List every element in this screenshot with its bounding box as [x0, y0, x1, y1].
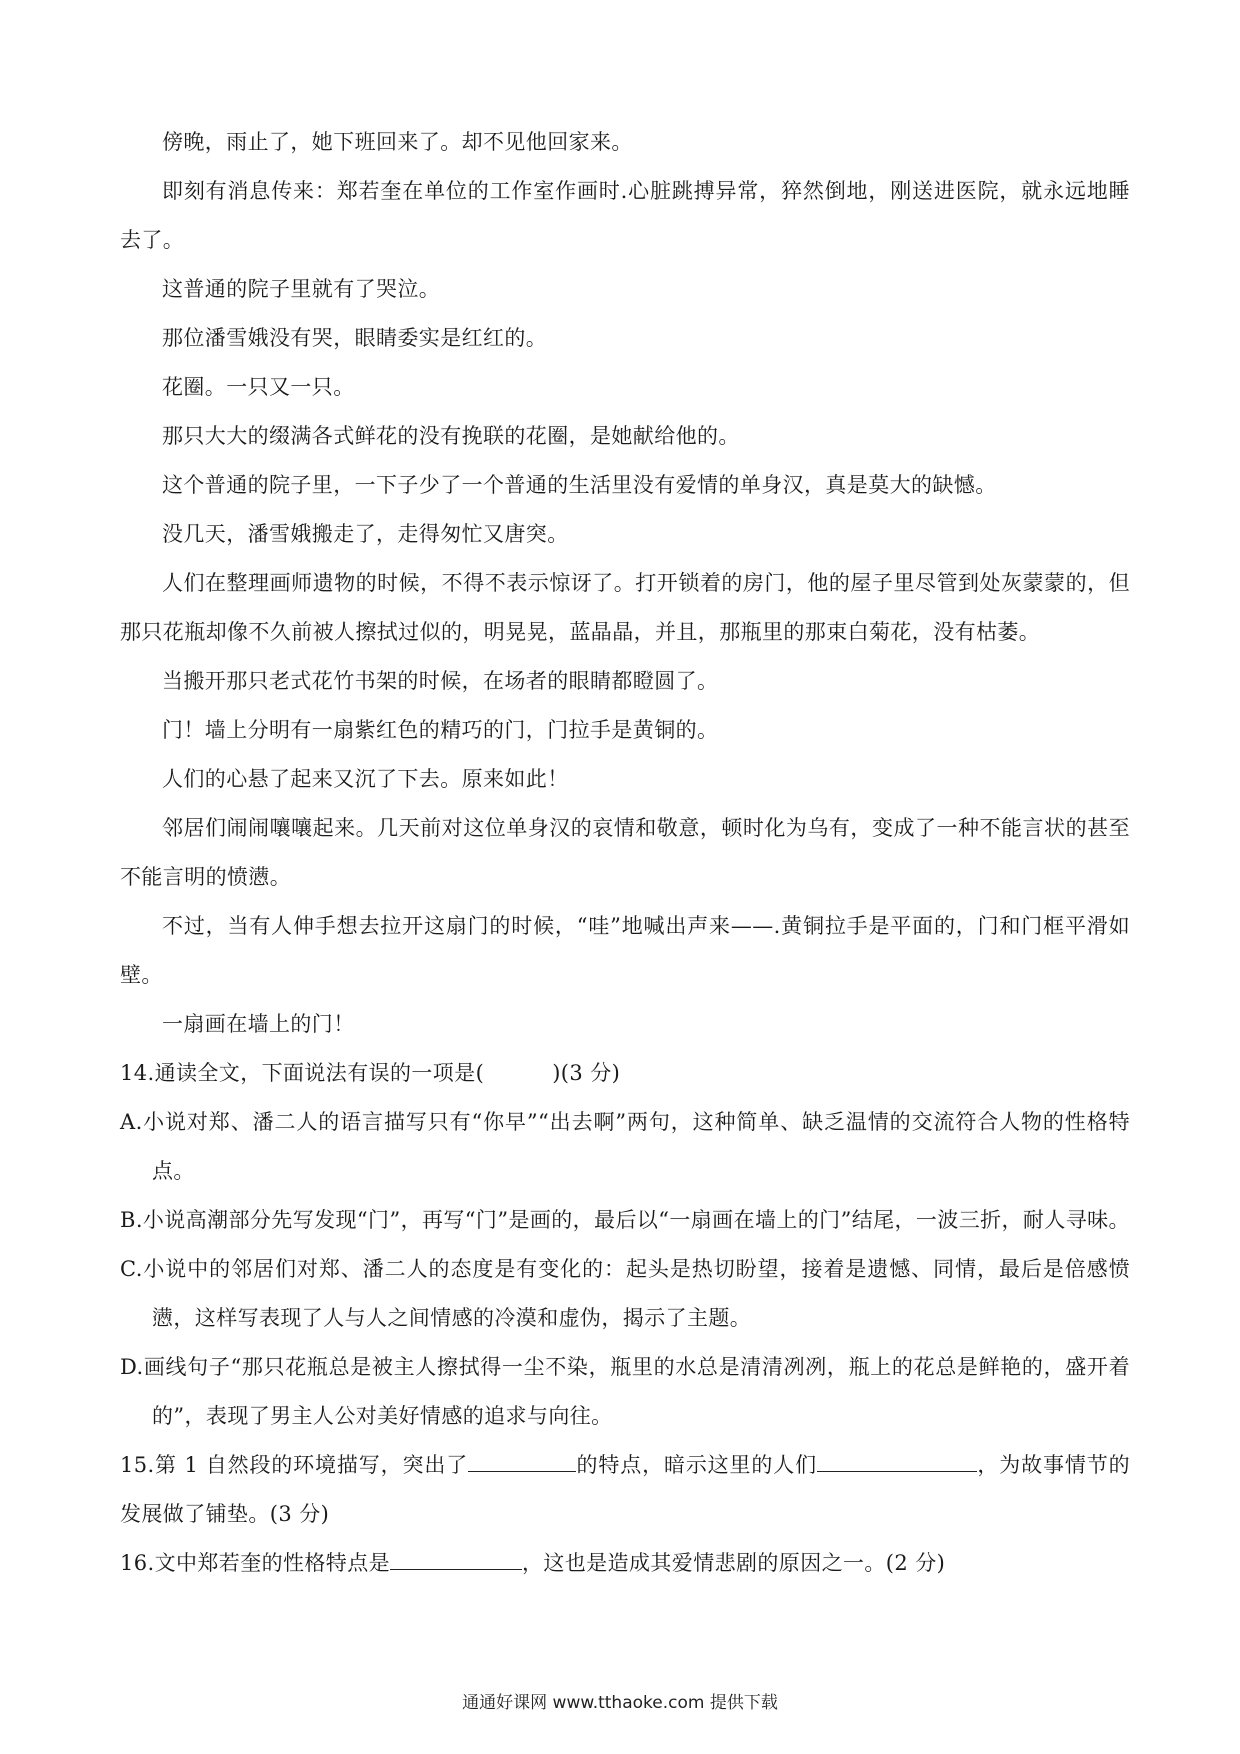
story-paragraph: 花圈。一只又一只。 [162, 375, 355, 399]
story-paragraph: 傍晚，雨止了，她下班回来了。却不见他回家来。 [162, 130, 633, 154]
option-d: D.画线句子“那只花瓶总是被主人擦拭得一尘不染，瓶里的水总是清清冽冽，瓶上的花总是鲜艳的，盛开着的”，表现了男主人公对美好情感的追求与向往。 [120, 1355, 1130, 1428]
answer-blank-3[interactable] [390, 1547, 522, 1570]
story-paragraph: 这普通的院子里就有了哭泣。 [162, 277, 441, 301]
answer-blank-2[interactable] [817, 1449, 977, 1472]
answer-blank-1[interactable] [468, 1449, 576, 1472]
question-14-stem-end: )(3 分) [552, 1061, 621, 1085]
story-paragraph: 邻居们闹闹嚷嚷起来。几天前对这位单身汉的哀情和敬意，顿时化为乌有，变成了一种不能言状的甚至不能言明的愤懑。 [120, 816, 1130, 889]
question-15-part-1: 15.第 1 自然段的环境描写，突出了 [120, 1453, 469, 1477]
option-b: B.小说高潮部分先写发现“门”，再写“门”是画的，最后以“一扇画在墙上的门”结尾，一波三折，耐人寻味。 [120, 1208, 1130, 1232]
story-paragraph: 没几天，潘雪娥搬走了，走得匆忙又唐突。 [162, 522, 569, 546]
question-16-text [120, 1539, 1130, 1588]
story-paragraph: 那只大大的缀满各式鲜花的没有挽联的花圈，是她献给他的。 [162, 424, 740, 448]
question-14 [120, 1049, 1130, 1441]
question-16 [120, 1539, 1130, 1588]
question-15 [120, 1441, 1130, 1539]
question-15-part-2: 的特点，暗示这里的人们 [576, 1453, 817, 1477]
question-15-text [120, 1441, 1130, 1539]
story-paragraph: 人们的心悬了起来又沉了下去。原来如此！ [162, 767, 569, 791]
story-paragraph: 这个普通的院子里，一下子少了一个普通的生活里没有爱情的单身汉，真是莫大的缺憾。 [162, 473, 997, 497]
story-paragraph: 那位潘雪娥没有哭，眼睛委实是红红的。 [162, 326, 548, 350]
story-paragraph: 当搬开那只老式花竹书架的时候，在场者的眼睛都瞪圆了。 [162, 669, 719, 693]
story-paragraph: 门！墙上分明有一扇紫红色的精巧的门，门拉手是黄铜的。 [162, 718, 719, 742]
story-text [120, 118, 1130, 1049]
story-paragraph: 即刻有消息传来：郑若奎在单位的工作室作画时.心脏跳搏异常，猝然倒地，刚送进医院，就永远地睡去了。 [120, 179, 1130, 252]
page-content [120, 118, 1130, 1588]
story-paragraph: 一扇画在墙上的门！ [162, 1012, 355, 1036]
page-footer: 通通好课网 www.tthaoke.com 提供下载 [462, 1693, 778, 1713]
story-paragraph: 人们在整理画师遗物的时候，不得不表示惊讶了。打开锁着的房门，他的屋子里尽管到处灰蒙蒙的，但那只花瓶却像不久前被人擦拭过似的，明晃晃，蓝晶晶，并且，那瓶里的那束白菊花，没有枯萎。 [120, 571, 1130, 644]
question-16-part-2: ，这也是造成其爱情悲剧的原因之一。(2 分) [522, 1551, 946, 1575]
question-15-part-3: ，为故事情节的发展做了铺垫。(3 分) [120, 1453, 1130, 1526]
question-16-part-1: 16.文中郑若奎的性格特点是 [120, 1551, 390, 1575]
story-paragraph: 不过，当有人伸手想去拉开这扇门的时候，“哇”地喊出声来——.黄铜拉手是平面的，门和门框平滑如壁。 [120, 914, 1130, 987]
option-a: A.小说对郑、潘二人的语言描写只有“你早”“出去啊”两句，这种简单、缺乏温情的交流符合人物的性格特点。 [120, 1110, 1130, 1183]
question-14-stem [120, 1049, 1130, 1098]
option-c: C.小说中的邻居们对郑、潘二人的态度是有变化的：起头是热切盼望，接着是遗憾、同情，最后是倍感愤懑，这样写表现了人与人之间情感的冷漠和虚伪，揭示了主题。 [120, 1257, 1130, 1330]
question-14-stem-start: 14.通读全文，下面说法有误的一项是( [120, 1061, 485, 1085]
